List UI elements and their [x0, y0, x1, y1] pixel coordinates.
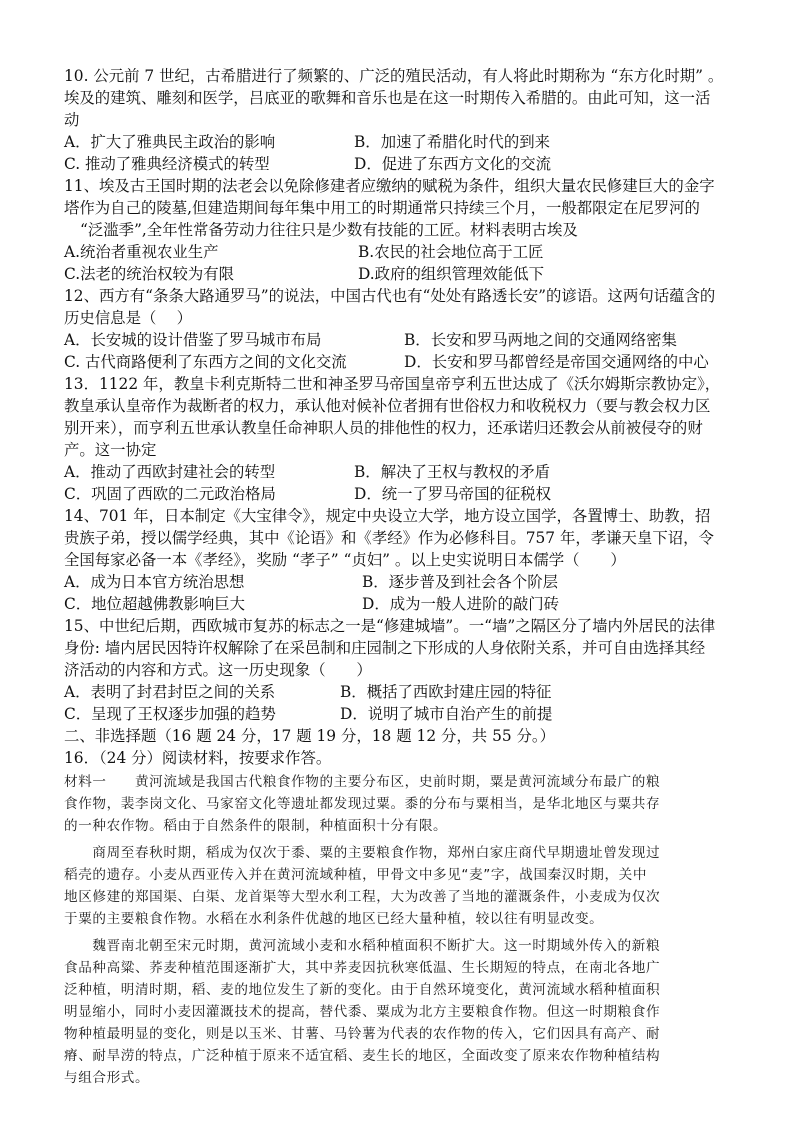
question-11-option-a: A.统治者重视农业生产 — [64, 243, 219, 261]
question-14-line-1: 14、701 年，日本制定《大宝律令》，规定中央设立大学，地方设立国学，各置博士、助教，招 — [64, 507, 711, 525]
question-12-option-c: C. 古代商路便利了东西方之间的文化交流 — [64, 353, 347, 371]
material-line-3: 的一种农作物。稻由于自然条件的限制，种植面积十分有限。 — [64, 818, 448, 834]
material-line-5: 稻壳的遗存。小麦从西亚传入并在黄河流域种植，甲骨文中多见“麦”字，战国秦汉时期，关中 — [64, 867, 648, 883]
question-13-option-a: A．推动了西欧封建社会的转型 — [64, 463, 276, 481]
material-line-12: 物种植最明显的变化，则是以玉米、甘薯、马铃薯为代表的农作物的传入，它们因具有高产、耐 — [64, 1026, 661, 1042]
material-line-13: 瘠、耐旱涝的特点，广泛种植于原来不适宜稻、麦生长的地区，全面改变了原来农作物种植结构 — [64, 1048, 661, 1064]
question-10-option-d: D．促进了东西方文化的交流 — [354, 155, 552, 173]
material-line-2: 食作物，裴李岗文化、马家窑文化等遗址都发现过粟。黍的分布与粟相当，是华北地区与粟共存 — [64, 796, 661, 812]
question-14-line-3: 全国每家必备一本《孝经》，奖励 “孝子” “贞妇” 。以上史实说明日本儒学（ ） — [64, 551, 626, 569]
question-15-line-1: 15、中世纪后期，西欧城市复苏的标志之一是“修建城墙”。一“墙”之隔区分了墙内外居民的法律 — [64, 617, 716, 635]
material-line-11: 明显缩小，同时小麦因灌溉技术的提高，替代黍、粟成为北方主要粮食作物。但这一时期粮食作 — [64, 1004, 661, 1020]
question-15-option-c: C．呈现了王权逐步加强的趋势 — [64, 705, 276, 723]
question-12-option-a: A．长安城的设计借鉴了罗马城市布局 — [64, 331, 322, 349]
question-16-heading: 16．（24 分）阅读材料，按要求作答。 — [64, 749, 332, 767]
question-14-option-c: C．地位超越佛教影响巨大 — [64, 595, 246, 613]
material-line-1: 材料一 黄河流域是我国古代粮食作物的主要分布区，史前时期，粟是黄河流域分布最广的粮 — [64, 774, 661, 790]
question-10-option-c: C. 推动了雅典经济模式的转型 — [64, 155, 270, 173]
question-13-line-4: 产。这一协定 — [64, 441, 157, 459]
material-line-14: 与组合形式。 — [64, 1070, 150, 1086]
question-11-option-b: B.农民的社会地位高于工匠 — [358, 243, 544, 261]
question-12-option-d: D．长安和罗马都曾经是帝国交通网络的中心 — [404, 353, 709, 371]
question-11-line-2: 塔作为自己的陵墓,但建造期间每年集中用工的时期通常只持续三个月，一般都限定在尼罗河的 — [64, 199, 700, 217]
question-14-option-d: D．成为一般人进阶的敲门砖 — [362, 595, 560, 613]
question-12-line-2: 历史信息是（ ） — [64, 309, 193, 327]
section-2-heading: 二、非选择题（16 题 24 分，17 题 19 分，18 题 12 分，共 55 分。） — [64, 727, 556, 745]
question-11-option-d: D.政府的组织管理效能低下 — [358, 265, 544, 283]
question-14-line-2: 贵族子弟，授以儒学经典，其中《论语》和《孝经》作为必修科目。757 年，孝谦天皇下诏，令 — [64, 529, 714, 547]
question-15-line-3: 济活动的内容和方式。这一历史现象（ ） — [64, 661, 372, 679]
question-12-line-1: 12、西方有“条条大路通罗马”的说法，中国古代也有“处处有路透长安”的谚语。这两句话蕴含的 — [64, 287, 716, 305]
question-11-option-c: C.法老的统治权较为有限 — [64, 265, 235, 283]
question-15-option-d: D．说明了城市自治产生的前提 — [340, 705, 553, 723]
material-line-8: 魏晋南北朝至宋元时期，黄河流域小麦和水稻种植面积不断扩大。这一时期域外传入的新粮 — [64, 938, 661, 954]
question-11-line-1: 11、埃及古王国时期的法老会以免除修建者应缴纳的赋税为条件，组织大量农民修建巨大的金字 — [64, 177, 715, 195]
question-10-line-1: 10. 公元前 7 世纪，古希腊进行了频繁的、广泛的殖民活动，有人将此时期称为 “东方化时期” 。 — [64, 67, 724, 85]
question-13-option-c: C．巩固了西欧的二元政治格局 — [64, 485, 276, 503]
question-15-line-2: 身份: 墙内居民因特许权解除了在采邑制和庄园制之下形成的人身依附关系，并可自由选择其经 — [64, 639, 706, 657]
material-line-9: 食品种高粱、荞麦种植范围逐渐扩大，其中荞麦因抗秋寒低温、生长期短的特点，在南北各地广 — [64, 960, 661, 976]
question-13-line-3: 别开来），而亨利五世承认教皇任命神职人员的排他性的权力，还承诺归还教会从前被侵夺的财 — [64, 419, 703, 437]
question-10-option-a: A．扩大了雅典民主政治的影响 — [64, 133, 276, 151]
material-line-4: 商周至春秋时期，稻成为仅次于黍、粟的主要粮食作物，郑州白家庄商代早期遗址曾发现过 — [64, 845, 661, 861]
material-line-10: 泛种植，明清时期，稻、麦的地位发生了新的变化。由于自然环境变化，黄河流域水稻种植面积 — [64, 982, 661, 998]
question-13-option-b: B．解决了王权与教权的矛盾 — [354, 463, 550, 481]
question-14-option-a: A．成为日本官方统治思想 — [64, 573, 245, 591]
material-line-7: 于粟的主要粮食作物。水稻在水利条件优越的地区已经大量种植，较以往有明显改变。 — [64, 911, 604, 927]
question-12-option-b: B．长安和罗马两地之间的交通网络密集 — [404, 331, 677, 349]
question-11-line-3: “泛滥季”,全年性常备劳动力往往只是少数有技能的工匠。材料表明古埃及 — [80, 221, 578, 239]
question-10-line-2: 埃及的建筑、雕刻和医学，吕底亚的歌舞和音乐也是在这一时期传入希腊的。由此可知，这一活 — [64, 89, 711, 107]
question-14-option-b: B．逐步普及到社会各个阶层 — [362, 573, 558, 591]
question-13-line-1: 13．1122 年，教皇卡利克斯特二世和神圣罗马帝国皇帝亨利五世达成了《沃尔姆斯宗教协定》， — [64, 375, 721, 393]
material-line-6: 地区修建的郑国渠、白渠、龙首渠等大型水利工程，大为改善了当地的灌溉条件，小麦成为仅次 — [64, 889, 661, 905]
question-15-option-b: B．概括了西欧封建庄园的特征 — [340, 683, 552, 701]
question-13-option-d: D．统一了罗马帝国的征税权 — [354, 485, 552, 503]
question-10-line-3: 动 — [64, 111, 80, 129]
question-10-option-b: B．加速了希腊化时代的到来 — [354, 133, 550, 151]
question-15-option-a: A．表明了封君封臣之间的关系 — [64, 683, 276, 701]
question-13-line-2: 教皇承认皇帝作为裁断者的权力，承认他对候补位者拥有世俗权力和收税权力（要与教会权力区 — [64, 397, 711, 415]
